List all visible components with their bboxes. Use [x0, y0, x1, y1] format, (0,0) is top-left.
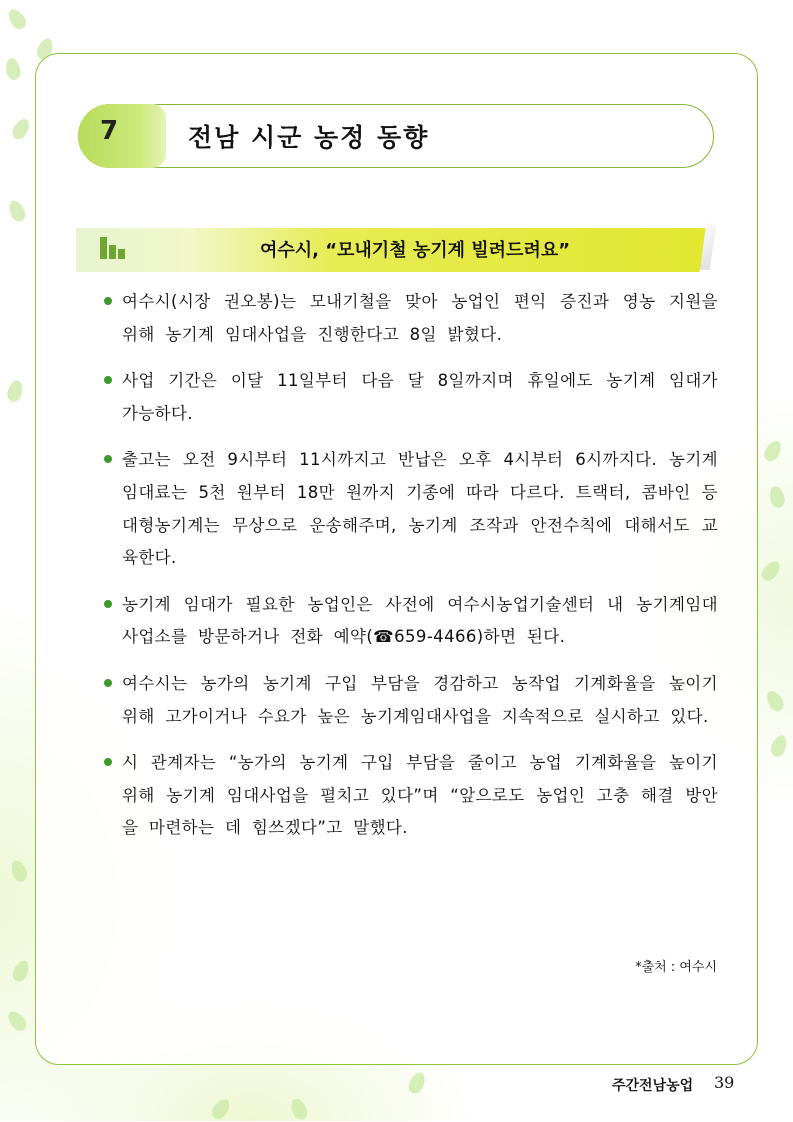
list-item-text: 시 관계자는 “농가의 농기계 구입 부담을 줄이고 농업 기계화율을 높이기 위해 농기계 임대사업을 펼치고 있다”며 “앞으로도 농업인 고충 해결 방안을 마련하는 데 힘쓰겠다”고 말했다. — [122, 753, 718, 838]
list-item — [104, 365, 718, 430]
list-item — [104, 444, 718, 574]
bullet-dot-icon — [104, 758, 112, 766]
article-body — [104, 286, 718, 859]
bar-chart-icon — [100, 237, 130, 259]
bullet-dot-icon — [104, 297, 112, 305]
section-number: 7 — [100, 116, 119, 146]
source-note: *출처 : 여수시 — [635, 960, 717, 975]
list-item — [104, 668, 718, 733]
list-item-text: 사업 기간은 이달 11일부터 다음 달 8일까지며 휴일에도 농기계 임대가 가능하다. — [122, 371, 718, 423]
bullet-dot-icon — [104, 455, 112, 463]
section-title: 전남 시군 농정 동향 — [188, 123, 430, 152]
footer-publication: 주간전남농업 — [612, 1078, 694, 1094]
list-item — [104, 286, 718, 351]
list-item-text: 여수시(시장 권오봉)는 모내기철을 맞아 농업인 편익 증진과 영농 지원을 위해 농기계 임대사업을 진행한다고 8일 밝혔다. — [122, 292, 718, 344]
bullet-dot-icon — [104, 600, 112, 608]
list-item-text: 농기계 임대가 필요한 농업인은 사전에 여수시농업기술센터 내 농기계임대사업소를 방문하거나 전화 예약(☎659-4466)하면 된다. — [122, 594, 718, 647]
bullet-dot-icon — [104, 376, 112, 384]
page-number: 39 — [714, 1073, 735, 1092]
list-item — [104, 589, 718, 654]
article-title: 여수시, “모내기철 농기계 빌려드려요” — [259, 240, 571, 261]
list-item — [104, 747, 718, 845]
list-item-text: 여수시는 농가의 농기계 구입 부담을 경감하고 농작업 기계화율을 높이기 위해 고가이거나 수요가 높은 농기계임대사업을 지속적으로 실시하고 있다. — [122, 673, 718, 726]
list-item-text: 출고는 오전 9시부터 11시까지고 반납은 오후 4시부터 6시까지다. 농기계 임대료는 5천 원부터 18만 원까지 기종에 따라 다르다. 트랙터, 콤바인 등 대형농기계는 무상으로 운송해주며, 농기계 조작과 안전수칙에 대해서도 교육한다. — [122, 450, 718, 568]
bullet-dot-icon — [104, 679, 112, 687]
